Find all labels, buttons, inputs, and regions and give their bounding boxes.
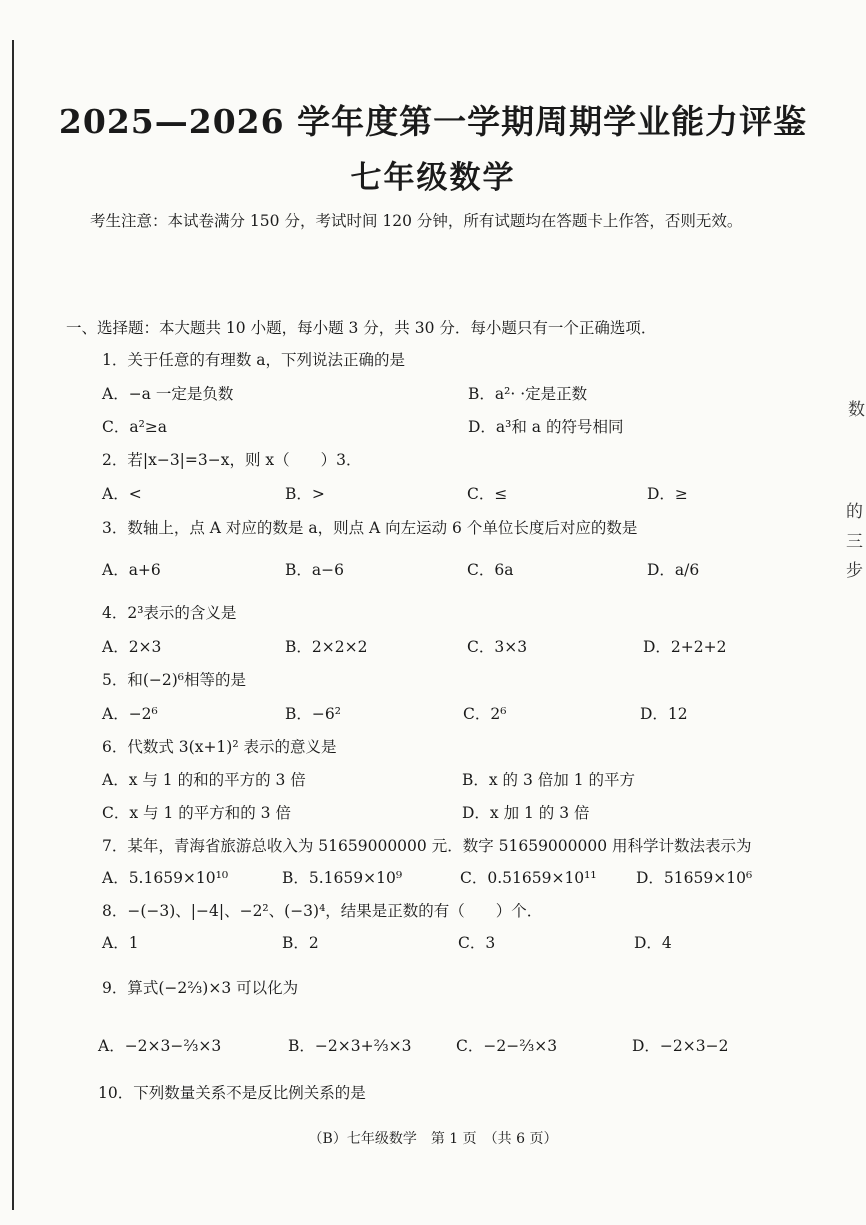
q6-option-a: A．x 与 1 的和的平方的 3 倍 bbox=[102, 771, 306, 789]
edge-char: 的 bbox=[846, 502, 863, 522]
q2-option-d: D．≥ bbox=[647, 485, 688, 503]
section-heading: 一、选择题：本大题共 10 小题，每小题 3 分，共 30 分．每小题只有一个正确选项． bbox=[66, 319, 657, 337]
q9-option-b: B．−2×3+⅔×3 bbox=[288, 1037, 412, 1055]
question-6: 6．代数式 3(x+1)² 表示的意义是 bbox=[102, 738, 337, 756]
exam-title: 2025—2026 学年度第一学期周期学业能力评鉴 bbox=[58, 102, 808, 141]
q4-option-c: C．3×3 bbox=[467, 638, 528, 656]
question-5: 5．和(−2)⁶相等的是 bbox=[102, 671, 247, 689]
q7-option-d: D．51659×10⁶ bbox=[636, 869, 753, 887]
q9-option-c: C．−2−⅔×3 bbox=[456, 1037, 558, 1055]
q3-option-b: B．a−6 bbox=[285, 561, 344, 579]
edge-char: 三 bbox=[846, 532, 863, 552]
q5-option-a: A．−2⁶ bbox=[102, 705, 158, 723]
question-3: 3．数轴上，点 A 对应的数是 a，则点 A 向左运动 6 个单位长度后对应的数是 bbox=[102, 519, 638, 537]
exam-subtitle: 七年级数学 bbox=[350, 160, 516, 196]
q1-option-b: B．a²· ·定是正数 bbox=[468, 385, 588, 403]
q9-option-d: D．−2×3−2 bbox=[632, 1037, 729, 1055]
q8-option-d: D．4 bbox=[634, 934, 672, 952]
q8-option-c: C．3 bbox=[458, 934, 496, 952]
exam-notice: 考生注意：本试卷满分 150 分，考试时间 120 分钟，所有试题均在答题卡上作答，否则无效。 bbox=[90, 212, 743, 230]
q6-option-d: D．x 加 1 的 3 倍 bbox=[462, 804, 590, 822]
page-footer: （B）七年级数学 第 1 页 （共 6 页） bbox=[308, 1131, 558, 1147]
q2-option-b: B．> bbox=[285, 485, 325, 503]
q7-option-a: A．5.1659×10¹⁰ bbox=[102, 869, 229, 887]
edge-char: 步 bbox=[846, 561, 863, 581]
q5-option-d: D．12 bbox=[640, 705, 688, 723]
q8-option-a: A．1 bbox=[102, 934, 139, 952]
q5-option-c: C．2⁶ bbox=[463, 705, 507, 723]
q3-option-a: A．a+6 bbox=[102, 561, 161, 579]
question-8: 8．−(−3)、|−4|、−2²、(−3)⁴，结果是正数的有（ ）个． bbox=[102, 902, 543, 920]
q8-option-b: B．2 bbox=[282, 934, 319, 952]
q3-option-d: D．a/6 bbox=[647, 561, 700, 579]
q4-option-a: A．2×3 bbox=[102, 638, 162, 656]
q2-option-a: A．< bbox=[102, 485, 142, 503]
q2-option-c: C．≤ bbox=[467, 485, 508, 503]
question-2: 2．若|x−3|=3−x，则 x（ ）3． bbox=[102, 451, 362, 469]
edge-char: 数 bbox=[848, 400, 865, 420]
q4-option-b: B．2×2×2 bbox=[285, 638, 368, 656]
question-4: 4．2³表示的含义是 bbox=[102, 604, 237, 622]
question-1: 1．关于任意的有理数 a，下列说法正确的是 bbox=[102, 351, 406, 369]
q9-option-a: A．−2×3−⅔×3 bbox=[98, 1037, 222, 1055]
q5-option-b: B．−6² bbox=[285, 705, 341, 723]
q3-option-c: C．6a bbox=[467, 561, 514, 579]
question-7: 7．某年，青海省旅游总收入为 51659000000 元．数字 51659000000 用科学计数法表示为 bbox=[102, 837, 752, 855]
question-9: 9．算式(−2⅔)×3 可以化为 bbox=[102, 979, 299, 997]
q1-option-d: D．a³和 a 的符号相同 bbox=[468, 418, 624, 436]
q4-option-d: D．2+2+2 bbox=[643, 638, 727, 656]
q7-option-b: B．5.1659×10⁹ bbox=[282, 869, 403, 887]
question-10: 10．下列数量关系不是反比例关系的是 bbox=[98, 1084, 366, 1102]
q7-option-c: C．0.51659×10¹¹ bbox=[460, 869, 597, 887]
q6-option-b: B．x 的 3 倍加 1 的平方 bbox=[462, 771, 635, 789]
binding-line bbox=[12, 40, 14, 1210]
q1-option-c: C．a²≥a bbox=[102, 418, 168, 436]
q1-option-a: A．−a 一定是负数 bbox=[102, 385, 234, 403]
q6-option-c: C．x 与 1 的平方和的 3 倍 bbox=[102, 804, 291, 822]
